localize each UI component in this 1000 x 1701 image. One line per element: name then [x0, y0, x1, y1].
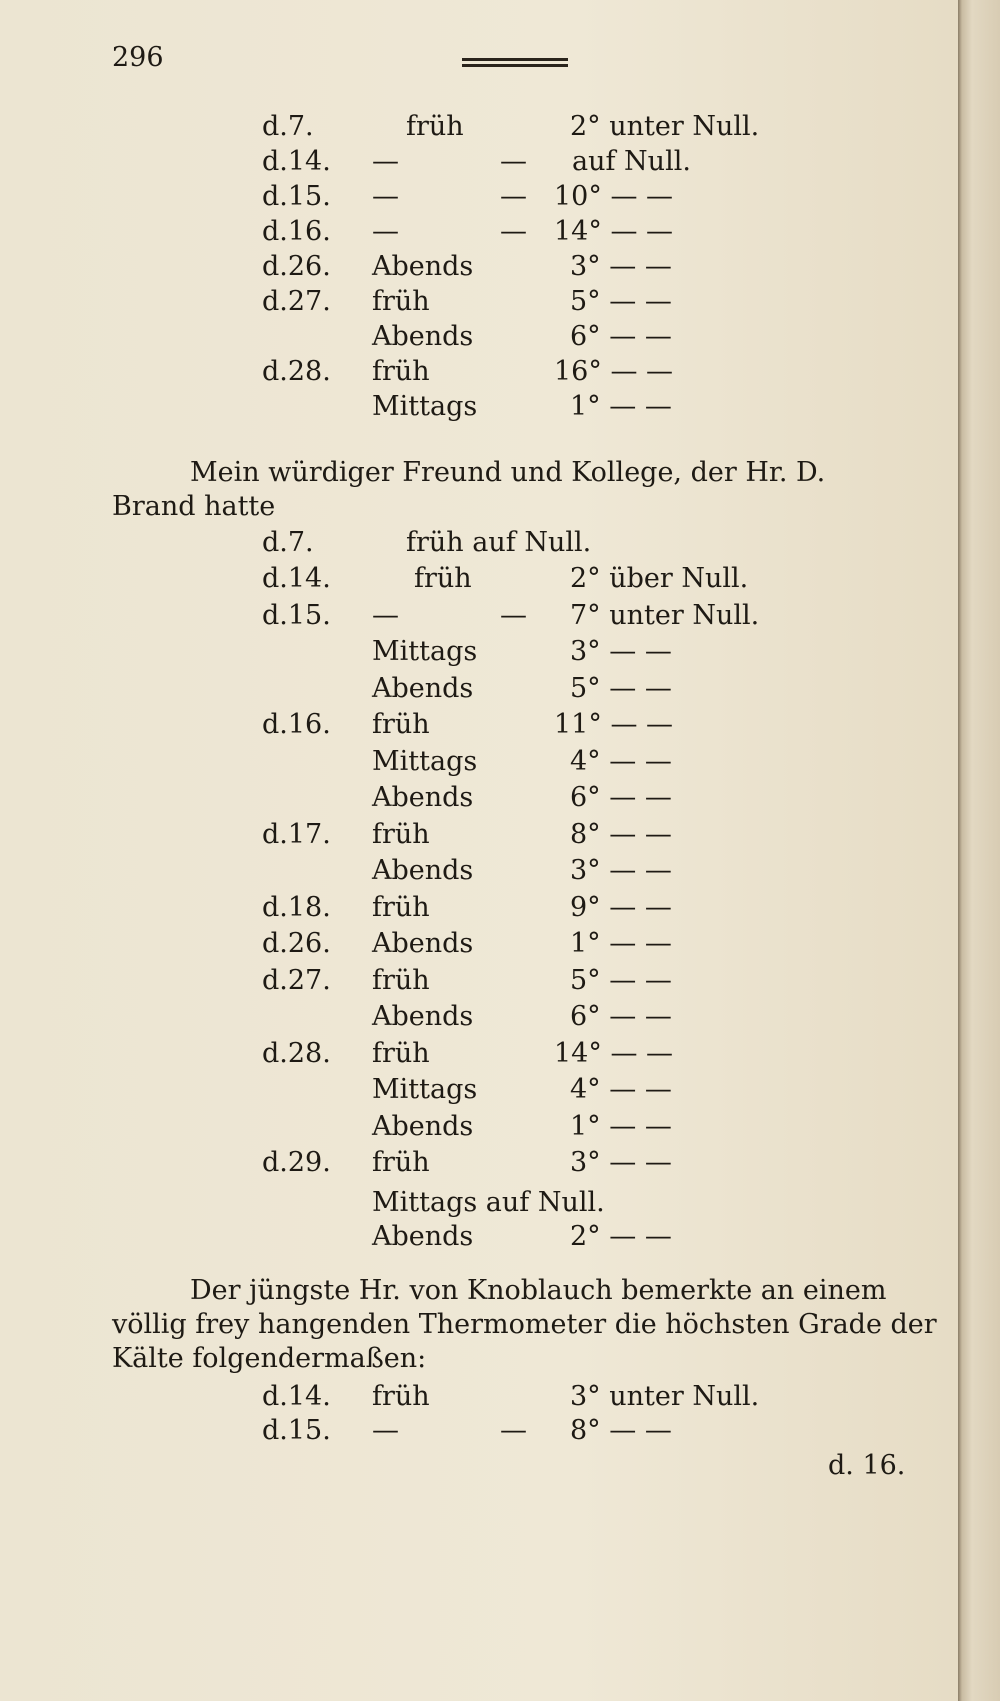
row-value: 1° — — [570, 391, 672, 422]
row-ditto: — [500, 146, 527, 177]
row-date: d.29. [262, 1147, 331, 1178]
row-time: — [372, 146, 399, 177]
row-time: Abends [372, 928, 474, 959]
table-2-last-value: 2° — — [570, 1221, 672, 1252]
row-value: 11° — — [554, 709, 674, 740]
row-date: d.14. [262, 563, 331, 594]
row-time: früh [372, 1147, 430, 1178]
paragraph-2-line-1: Der jüngste Hr. von Knoblauch bemerkte an einem [190, 1275, 887, 1306]
row-ditto: — [500, 1415, 527, 1446]
paragraph-1-line-2: Brand hatte [112, 491, 276, 522]
row-date: d.28. [262, 356, 331, 387]
row-ditto: — [500, 181, 527, 212]
row-value: 6° — — [570, 321, 672, 352]
row-date: d.16. [262, 709, 331, 740]
row-date: d.27. [262, 286, 331, 317]
paragraph-2-line-3: Kälte folgendermaßen: [112, 1343, 427, 1374]
row-time: Abends [372, 321, 474, 352]
row-value: auf Null. [572, 146, 691, 177]
row-time: Abends [372, 855, 474, 886]
row-date: d.26. [262, 928, 331, 959]
row-value: 6° — — [570, 782, 672, 813]
row-time: früh [372, 1037, 430, 1069]
row-date: d.27. [262, 964, 331, 996]
row-date: d.15. [262, 181, 331, 212]
row-time: früh [372, 709, 430, 740]
row-value: 14° — — [554, 1037, 674, 1069]
row-value: 4° — — [570, 745, 672, 777]
row-value: 3° — — [570, 855, 672, 886]
paragraph-2-line-2: völlig frey hangenden Thermometer die höchsten Grade der [112, 1309, 937, 1340]
row-time: Abends [372, 672, 474, 704]
row-time: — [372, 216, 399, 247]
row-date: d.15. [262, 599, 331, 631]
row-time: Abends [372, 1001, 474, 1032]
row-date: d.26. [262, 251, 331, 282]
row-time: Mittags [372, 391, 478, 422]
row-value: 1° — — [570, 1110, 672, 1142]
row-time: Abends [372, 251, 474, 282]
row-value: 2° unter Null. [570, 111, 760, 142]
paragraph-1-line-1: Mein würdiger Freund und Kollege, der Hr. D. [190, 457, 826, 488]
row-time: — [372, 181, 399, 212]
row-value: 9° — — [570, 891, 672, 923]
table-2-first-entry: früh auf Null. [406, 527, 592, 558]
row-time: früh [372, 356, 430, 387]
row-ditto: — [500, 599, 527, 631]
row-value: 2° über Null. [570, 563, 749, 594]
page-number: 296 [112, 42, 164, 73]
row-date: d.17. [262, 818, 331, 850]
row-value: 8° — — [570, 1415, 672, 1446]
row-date: d.14. [262, 1381, 331, 1412]
row-ditto: — [500, 216, 527, 247]
table-2-mittags-null: Mittags auf Null. [372, 1187, 605, 1218]
row-value: 1° — — [570, 928, 672, 959]
row-value: 3° unter Null. [570, 1381, 760, 1412]
row-value: 16° — — [554, 356, 674, 387]
row-date: d.18. [262, 891, 331, 923]
row-value: 5° — — [570, 672, 672, 704]
row-time: früh [414, 563, 472, 594]
row-date: d.15. [262, 1415, 331, 1446]
row-value: 14° — — [554, 216, 674, 247]
row-value: 3° — — [570, 1147, 672, 1178]
row-value: 7° unter Null. [570, 599, 760, 631]
row-date: d.16. [262, 216, 331, 247]
row-time: Mittags [372, 745, 478, 777]
row-time: früh [372, 964, 430, 996]
row-value: 10° — — [554, 181, 674, 212]
row-value: 4° — — [570, 1074, 672, 1105]
row-time: — [372, 1415, 399, 1446]
table-2-last-time: Abends [372, 1221, 474, 1252]
header-rule [462, 58, 568, 68]
row-value: 8° — — [570, 818, 672, 850]
row-time: früh [406, 111, 464, 142]
row-time: Abends [372, 782, 474, 813]
row-time: Mittags [372, 636, 478, 667]
row-date: d.7. [262, 111, 314, 142]
row-date: d.28. [262, 1037, 331, 1069]
row-value: 5° — — [570, 964, 672, 996]
row-time: früh [372, 286, 430, 317]
table-2-date: d.7. [262, 527, 314, 558]
row-time: Abends [372, 1110, 474, 1142]
catchword: d. 16. [828, 1450, 906, 1481]
row-date: d.14. [262, 146, 331, 177]
row-time: früh [372, 891, 430, 923]
row-value: 3° — — [570, 251, 672, 282]
book-gutter [958, 0, 1000, 1701]
row-time: früh [372, 818, 430, 850]
row-value: 6° — — [570, 1001, 672, 1032]
row-time: — [372, 599, 399, 631]
row-value: 5° — — [570, 286, 672, 317]
row-time: früh [372, 1381, 430, 1412]
row-value: 3° — — [570, 636, 672, 667]
row-time: Mittags [372, 1074, 478, 1105]
